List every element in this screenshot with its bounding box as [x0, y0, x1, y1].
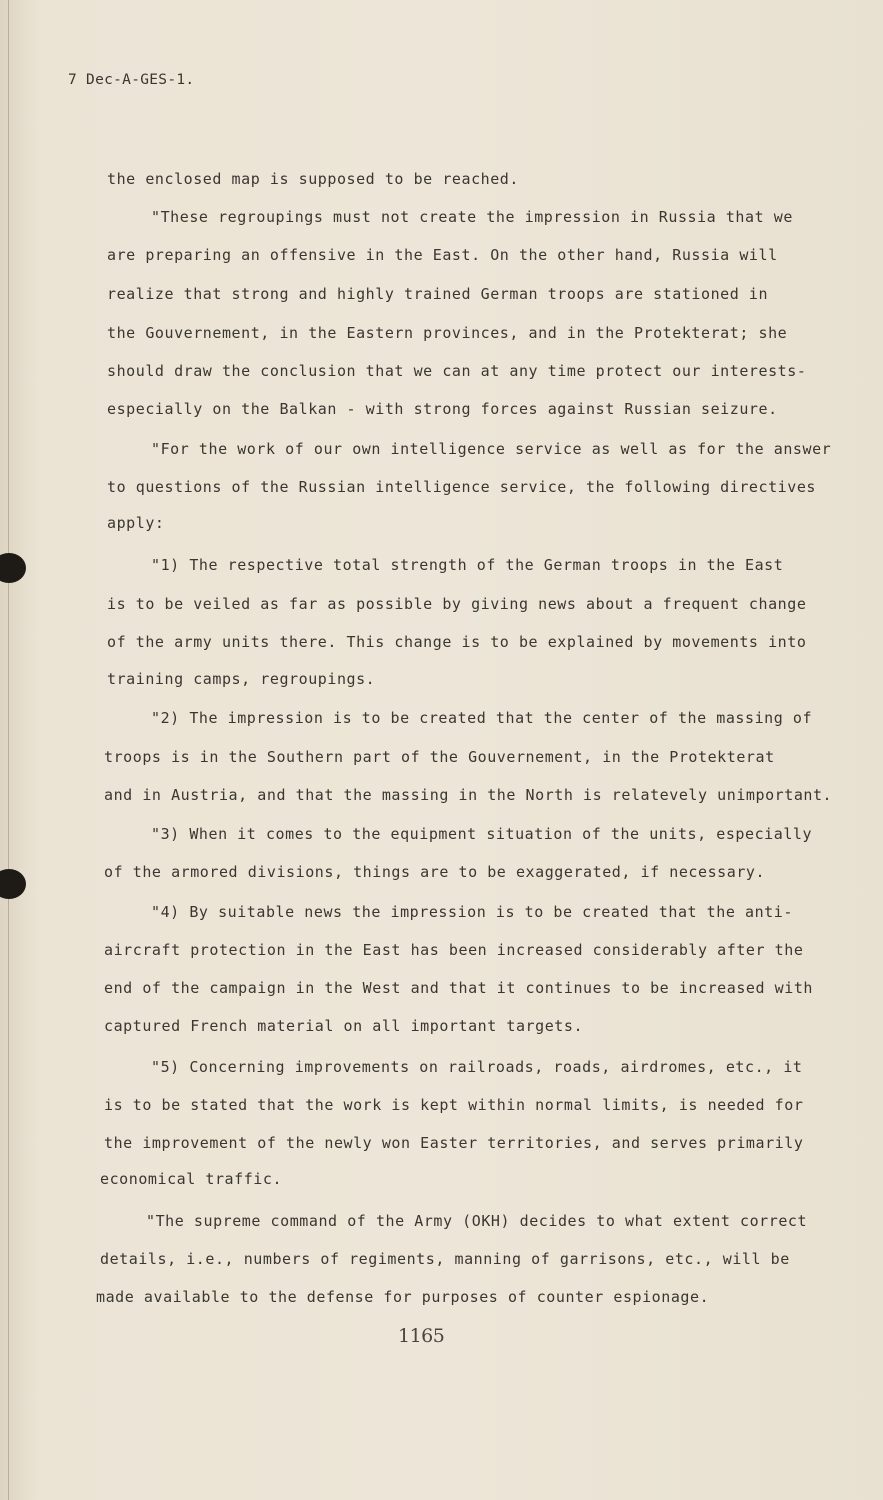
- text-line: the enclosed map is supposed to be reached.: [107, 170, 519, 188]
- text-line: "3) When it comes to the equipment situation of the units, especially: [151, 825, 813, 843]
- text-line: apply:: [107, 514, 165, 532]
- text-line: and in Austria, and that the massing in the North is relatevely unimportant.: [104, 786, 833, 804]
- text-line: economical traffic.: [100, 1170, 283, 1188]
- text-line: "1) The respective total strength of the German troops in the East: [151, 556, 784, 574]
- binder-edge: [8, 0, 9, 1500]
- text-line: should draw the conclusion that we can at any time protect our interests-: [107, 362, 807, 380]
- text-line: is to be stated that the work is kept within normal limits, is needed for: [104, 1096, 804, 1114]
- text-line: "These regroupings must not create the impression in Russia that we: [151, 208, 793, 226]
- text-line: end of the campaign in the West and that it continues to be increased with: [104, 979, 813, 997]
- text-line: "For the work of our own intelligence service as well as for the answer: [151, 440, 832, 458]
- text-line: training camps, regroupings.: [107, 670, 376, 688]
- text-line: realize that strong and highly trained German troops are stationed in: [107, 285, 769, 303]
- text-line: "4) By suitable news the impression is to be created that the anti-: [151, 903, 793, 921]
- text-line: "2) The impression is to be created that the center of the massing of: [151, 709, 813, 727]
- text-line: especially on the Balkan - with strong forces against Russian seizure.: [107, 400, 778, 418]
- text-line: of the army units there. This change is to be explained by movements into: [107, 633, 807, 651]
- text-line: "The supreme command of the Army (OKH) decides to what extent correct: [146, 1212, 808, 1230]
- text-line: are preparing an offensive in the East. On the other hand, Russia will: [107, 246, 778, 264]
- document-reference: 7 Dec-A-GES-1.: [68, 72, 195, 88]
- text-line: made available to the defense for purposes of counter espionage.: [96, 1288, 710, 1306]
- text-line: the Gouvernement, in the Eastern provinces, and in the Protekterat; she: [107, 324, 788, 342]
- page-number: 1165: [398, 1325, 445, 1347]
- text-line: of the armored divisions, things are to be exaggerated, if necessary.: [104, 863, 766, 881]
- punch-hole: [0, 869, 26, 899]
- text-line: captured French material on all important targets.: [104, 1017, 584, 1035]
- text-line: details, i.e., numbers of regiments, manning of garrisons, etc., will be: [100, 1250, 790, 1268]
- text-line: "5) Concerning improvements on railroads, roads, airdromes, etc., it: [151, 1058, 803, 1076]
- text-line: is to be veiled as far as possible by giving news about a frequent change: [107, 595, 807, 613]
- text-line: to questions of the Russian intelligence service, the following directives: [107, 478, 816, 496]
- text-line: troops is in the Southern part of the Gouvernement, in the Protekterat: [104, 748, 775, 766]
- text-line: aircraft protection in the East has been increased considerably after the: [104, 941, 804, 959]
- text-line: the improvement of the newly won Easter territories, and serves primarily: [104, 1134, 804, 1152]
- punch-hole: [0, 553, 26, 583]
